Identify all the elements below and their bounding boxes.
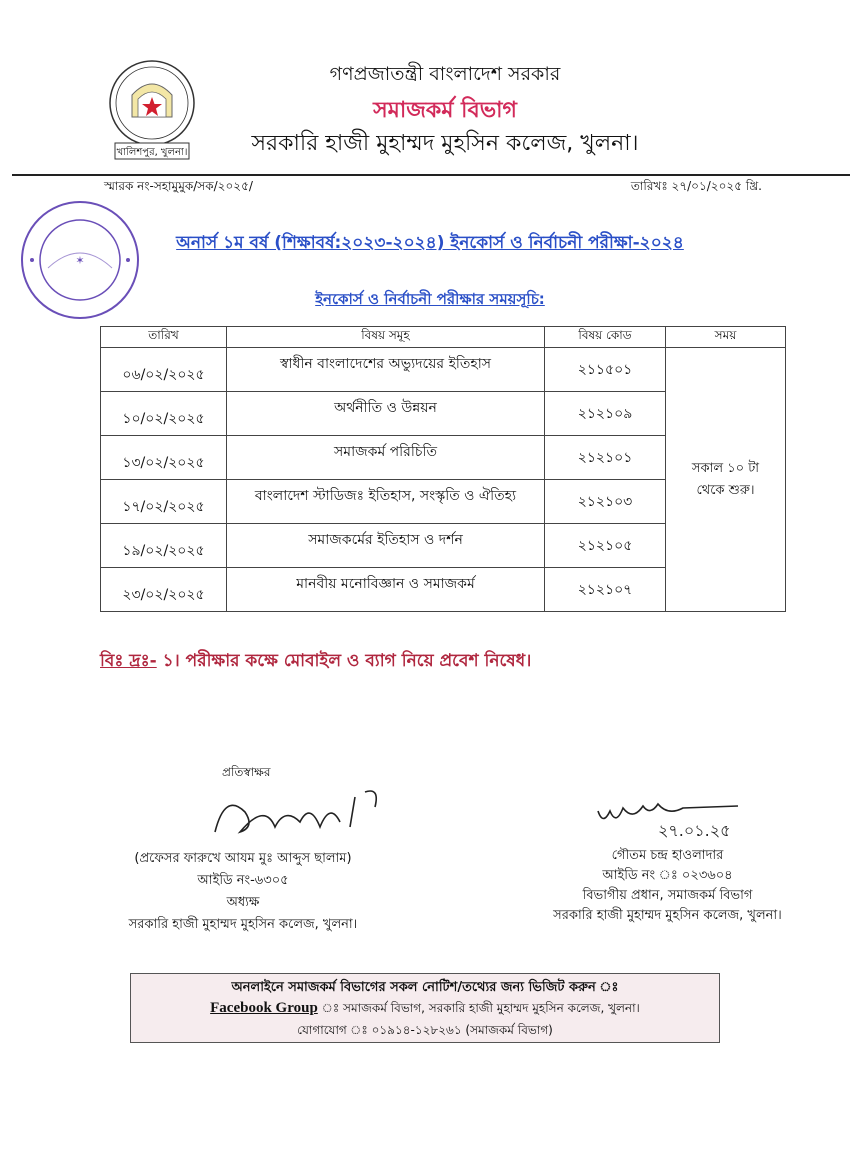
- head-block: [540, 846, 795, 926]
- row-subject: বাংলাদেশ স্টাডিজঃ ইতিহাস, সংস্কৃতি ও ঐতিহ্য: [227, 480, 545, 524]
- row-code: ২১২১০৭: [545, 568, 666, 612]
- row-subject: সমাজকর্ম পরিচিতি: [227, 436, 545, 480]
- exam-time: [666, 348, 786, 612]
- sign-date: ২৭.০১.২৫: [658, 821, 731, 840]
- time-line-1: সকাল ১০ টা: [691, 460, 760, 476]
- facebook-line: [130, 1000, 720, 1020]
- principal-block: [108, 848, 378, 936]
- row-date: ১৯/০২/২০২৫: [101, 524, 227, 568]
- row-date: ২৩/০২/২০২৫: [101, 568, 227, 612]
- row-date: ০৬/০২/২০২৫: [101, 348, 227, 392]
- row-code: ২১২১০১: [545, 436, 666, 480]
- online-notice: অনলাইনে সমাজকর্ম বিভাগের সকল নোটিশ/তথ্যের জন্য ভিজিট করুন ঃ: [231, 980, 619, 995]
- head-id: আইডি নং ঃ ০২৩৬০৪: [602, 868, 733, 883]
- svg-text:✶: ✶: [75, 254, 85, 267]
- time-line-2: থেকে শুরু।: [696, 482, 755, 498]
- countersign-label: প্রতিস্বাক্ষর: [222, 765, 271, 779]
- head-name: গৌতম চন্দ্র হাওলাদার: [611, 848, 724, 863]
- row-subject: মানবীয় মনোবিজ্ঞান ও সমাজকর্ম: [227, 568, 545, 612]
- principal-id: আইডি নং-৬৩০৫: [197, 873, 289, 888]
- header-time: সময়: [666, 327, 786, 348]
- note-label: বিঃ দ্রঃ-: [100, 651, 157, 671]
- government-heading: গণপ্রজাতন্ত্রী বাংলাদেশ সরকার: [329, 63, 561, 85]
- principal-name: (প্রফেসর ফারুখে আযম মুঃ আব্দুস ছালাম): [134, 851, 352, 866]
- department-seal: [18, 198, 142, 322]
- head-designation: বিভাগীয় প্রধান, সমাজকর্ম বিভাগ: [582, 888, 753, 903]
- row-code: ২১২১০৫: [545, 524, 666, 568]
- row-subject: সমাজকর্মের ইতিহাস ও দর্শন: [227, 524, 545, 568]
- department-heading: সমাজকর্ম বিভাগ: [373, 98, 517, 123]
- principal-designation: অধ্যক্ষ: [226, 895, 260, 910]
- header-divider: [12, 174, 850, 176]
- row-code: ২১১৫০১: [545, 348, 666, 392]
- notice-note: [100, 648, 531, 676]
- exam-schedule-table: [100, 326, 786, 612]
- college-heading: সরকারি হাজী মুহাম্মদ মুহসিন কলেজ, খুলনা।: [251, 131, 639, 156]
- schedule-subtitle: ইনকোর্স ও নির্বাচনী পরীক্ষার সময়সূচি:: [315, 290, 545, 308]
- row-date: ১৩/০২/২০২৫: [101, 436, 227, 480]
- principal-signature: [205, 782, 405, 852]
- facebook-group-text: ঃ সমাজকর্ম বিভাগ, সরকারি হাজী মুহাম্মদ মুহসিন কলেজ, খুলনা।: [317, 1001, 640, 1015]
- header-date: তারিখ: [101, 327, 227, 348]
- principal-institution: সরকারি হাজী মুহাম্মদ মুহসিন কলেজ, খুলনা।: [128, 917, 358, 932]
- contact-line: যোগাযোগ ঃ ০১৯১৪-১২৮২৬১ (সমাজকর্ম বিভাগ): [297, 1023, 553, 1037]
- table-header-row: [101, 327, 786, 348]
- row-code: ২১২১০৯: [545, 392, 666, 436]
- row-date: ১৭/০২/২০২৫: [101, 480, 227, 524]
- exam-title: অনার্স ১ম বর্ষ (শিক্ষাবর্ষ:২০২৩-২০২৪) ইনকোর্স ও নির্বাচনী পরীক্ষা-২০২৪: [176, 233, 684, 253]
- header-subject: বিষয় সমূহ: [227, 327, 545, 348]
- head-institution: সরকারি হাজী মুহাম্মদ মুহসিন কলেজ, খুলনা।: [553, 908, 782, 923]
- head-signature: [588, 786, 768, 844]
- table-row: [101, 348, 786, 392]
- issue-date: তারিখঃ ২৭/০১/২০২৫ খ্রি.: [630, 179, 762, 193]
- header-code: বিষয় কোড: [545, 327, 666, 348]
- facebook-group-link[interactable]: Facebook Group: [210, 1000, 318, 1016]
- row-subject: অর্থনীতি ও উন্নয়ন: [227, 392, 545, 436]
- logo-caption: খালিশপুর, খুলনা।: [116, 147, 188, 158]
- memo-number: স্মারক নং-সহামুমুক/সক/২০২৫/: [104, 179, 253, 193]
- note-text: ১। পরীক্ষার কক্ষে মোবাইল ও ব্যাগ নিয়ে প্রবেশ নিষেধ।: [156, 651, 532, 671]
- row-code: ২১২১০৩: [545, 480, 666, 524]
- row-date: ১০/০২/২০২৫: [101, 392, 227, 436]
- row-subject: স্বাধীন বাংলাদেশের অভ্যুদয়ের ইতিহাস: [227, 348, 545, 392]
